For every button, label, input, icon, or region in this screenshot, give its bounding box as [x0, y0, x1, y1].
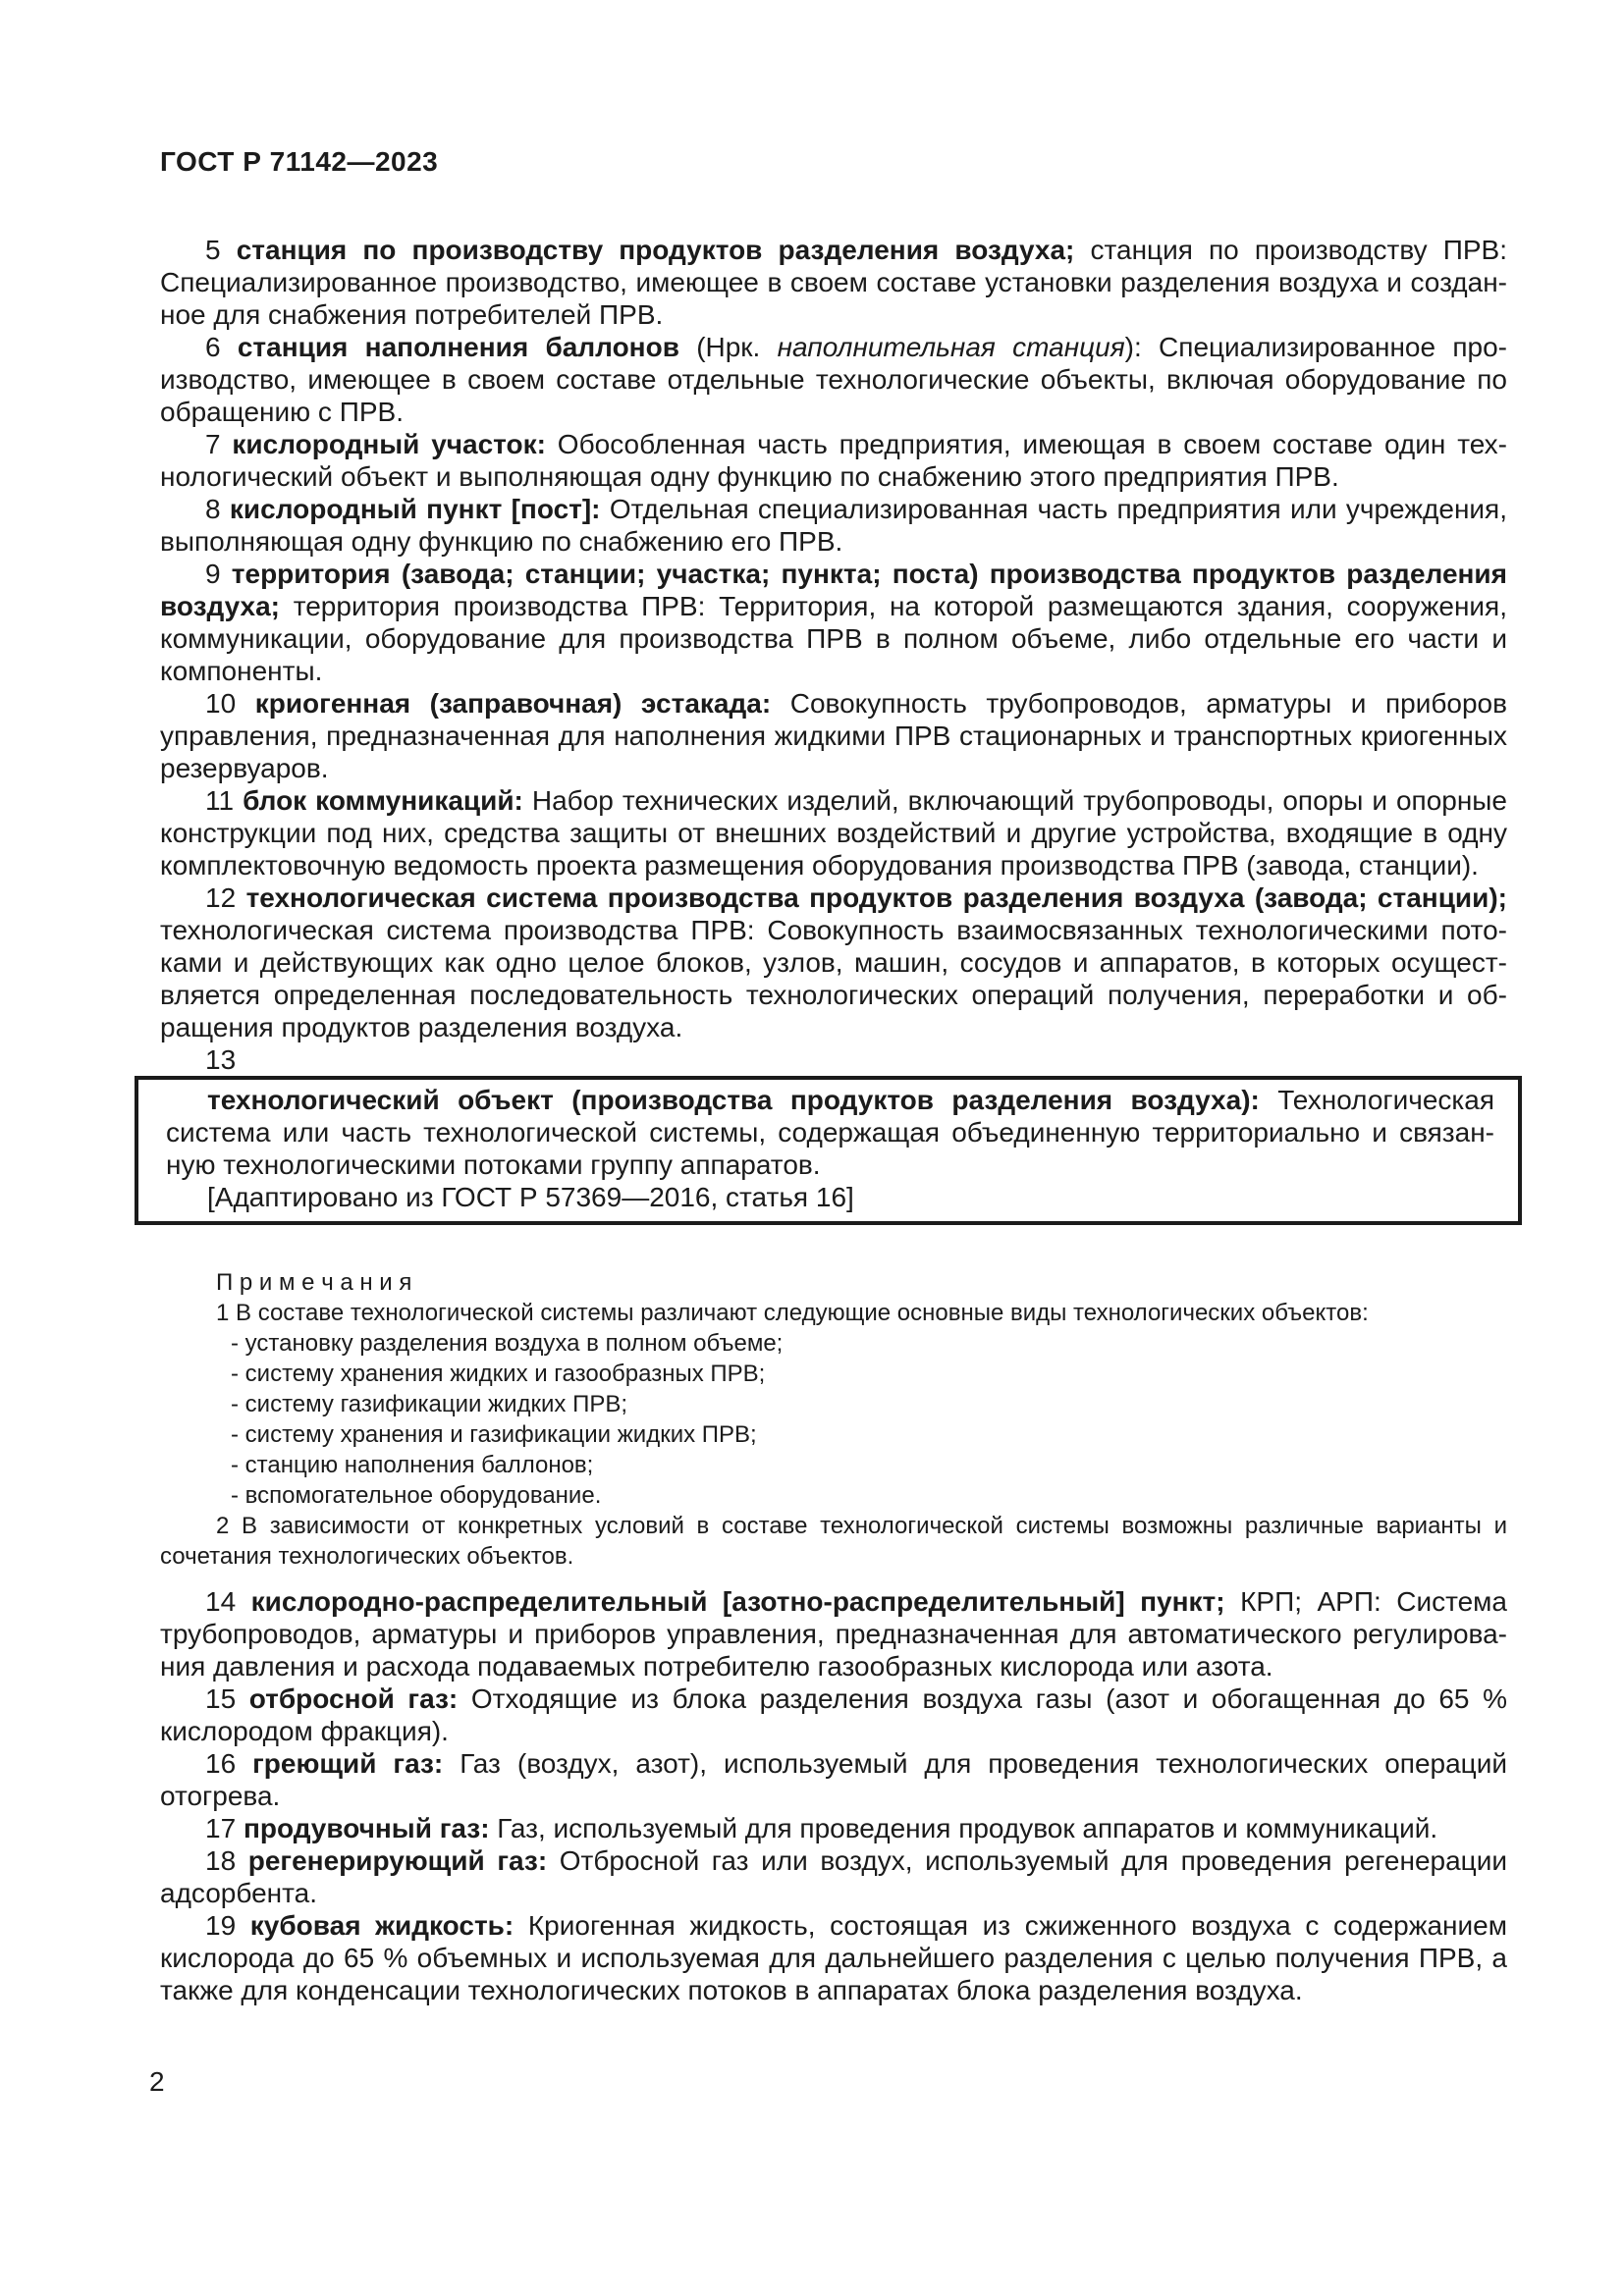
definition-box	[135, 1076, 1522, 1225]
text-segment: Отдельная специализированная часть предприятия или учреждения, выполняющая одну функцию по снабжению его ПРВ.	[160, 494, 1508, 557]
term-8	[160, 493, 1507, 558]
term-10	[160, 687, 1507, 784]
term-12	[160, 881, 1507, 1043]
box-term-definition	[166, 1084, 1494, 1181]
text-segment: (Нрк.	[678, 332, 778, 362]
text-segment: 19	[205, 1910, 250, 1941]
text-segment: 11	[205, 785, 244, 816]
text-segment: блок коммуникаций:	[243, 785, 523, 816]
text-segment: Набор технических изделий, включающий трубопроводы, опоры и опорные конструкции под них, средства защиты от внешних воздействий и другие устройства, входящие в одну комплектовочную ведомость проекта размещения оборудования производства ПРВ (завода, станции).	[160, 785, 1508, 881]
text-segment: технологическая система производства ПРВ: Совокупность взаимосвязанных технологическими потоками и действующих как одно целое блоков, узлов, машин, сосудов и аппаратов, в которых осуществляется определенная последовательность технологических операций получения, переработки и обращения продуктов разделения воздуха.	[160, 915, 1507, 1042]
text-segment: продувочный газ:	[243, 1813, 490, 1843]
text-segment: 17	[205, 1813, 244, 1843]
text-segment: 6	[205, 332, 238, 362]
term-11	[160, 784, 1507, 881]
text-segment: Криогенная жидкость, состоящая из сжиженного воздуха с содержанием кислорода до 65 % объемных и используемая для дальнейшего разделения с целью получения ПРВ, а также для конденсации технологических потоков в аппаратах блока разделения воздуха.	[160, 1910, 1507, 2005]
text-segment: территория производства ПРВ: Территория, на которой размещаются здания, сооружения, коммуникации, оборудование для производства ПРВ в полном объеме, либо отдельные его части и компоненты.	[160, 591, 1507, 686]
text-segment: 5	[205, 235, 237, 265]
text-segment: кислородно-распределительный [азотно-распределительный] пункт;	[250, 1586, 1225, 1617]
text-segment: территория (завода; станции; участка; пункта; поста) производства продуктов разделения воздуха;	[160, 559, 1507, 621]
notes-heading: П р и м е ч а н и я	[216, 1269, 412, 1296]
term-5	[160, 234, 1507, 331]
notes-block	[160, 1267, 1507, 1572]
text-segment: Отходящие из блока разделения воздуха газы (азот и обогащенная до 65 % кислородом фракция).	[160, 1683, 1508, 1746]
text-segment: наполнительная станция	[777, 332, 1125, 362]
term-6	[160, 331, 1507, 428]
note-list-item-5: - станцию наполнения баллонов;	[231, 1452, 594, 1478]
note-1: 1 В составе технологической системы различают следующие основные виды технологических объектов:	[216, 1300, 1369, 1326]
note-list-item-2: - систему хранения жидких и газообразных ПРВ;	[231, 1361, 766, 1387]
text-segment: КРП; АРП: Система трубопроводов, арматуры и приборов управления, предназначенная для автоматического регулирования давления и расхода подаваемых потребителю газообразных кислорода или азота.	[160, 1586, 1508, 1682]
text-segment: регенерирующий газ:	[247, 1845, 548, 1876]
term-13-number: 13	[205, 1044, 237, 1075]
text-segment: 9	[205, 559, 232, 589]
text-segment: технологическая система производства продуктов разделения воздуха (завода; станции);	[245, 882, 1507, 913]
page-number: 2	[149, 2066, 165, 2097]
note-list-item-6: - вспомогательное оборудование.	[231, 1482, 602, 1509]
text-segment: 10	[205, 688, 255, 719]
document-header: ГОСТ Р 71142—2023	[160, 146, 439, 177]
text-segment: станция по производству ПРВ: Специализированное производство, имеющее в своем составе установки разделения воздуха и созданное для снабжения потребителей ПРВ.	[160, 235, 1508, 330]
text-segment: 18	[205, 1845, 248, 1876]
text-segment: 16	[205, 1748, 253, 1779]
text-segment: 7	[205, 429, 233, 459]
text-segment: Технологическая система или часть технологической системы, содержащая объединенную территориально и связанную технологическими потоками группу аппаратов.	[166, 1085, 1495, 1180]
text-segment: криогенная (заправочная) эстакада:	[254, 688, 772, 719]
term-16	[160, 1747, 1507, 1812]
text-segment: 15	[205, 1683, 249, 1714]
document-content	[160, 145, 1507, 2006]
text-segment: кубовая жидкость:	[249, 1910, 514, 1941]
text-segment: греющий газ:	[252, 1748, 444, 1779]
text-segment: Газ, используемый для проведения продувок аппаратов и коммуникаций.	[489, 1813, 1438, 1843]
note-list-item-4: - систему хранения и газификации жидких ПРВ;	[231, 1421, 757, 1448]
text-segment: Совокупность трубопроводов, арматуры и приборов управления, предназначенная для наполнения жидкими ПРВ стационарных и транспортных криогенных резервуаров.	[160, 688, 1507, 783]
text-segment: 12	[205, 882, 246, 913]
term-9	[160, 558, 1507, 687]
term-7	[160, 428, 1507, 493]
text-segment: Обособленная часть предприятия, имеющая в своем составе один технологический объект и выполняющая одну функцию по снабжению этого предприятия ПРВ.	[160, 429, 1507, 492]
text-segment: 14	[205, 1586, 251, 1617]
text-segment: кислородный пункт [пост]:	[229, 494, 601, 524]
term-18	[160, 1844, 1507, 1909]
note-list-item-1: - установку разделения воздуха в полном объеме;	[231, 1330, 784, 1357]
text-segment: отбросной газ:	[248, 1683, 459, 1714]
text-segment: 8	[205, 494, 230, 524]
box-source-reference: [Адаптировано из ГОСТ Р 57369—2016, статья 16]	[207, 1182, 854, 1212]
text-segment: Газ (воздух, азот), используемый для проведения технологических операций отогрева.	[160, 1748, 1507, 1811]
text-segment: кислородный участок:	[232, 429, 546, 459]
text-segment: ): Специализированное производство, имеющее в своем составе отдельные технологические объекты, включая оборудование по обращению с ПРВ.	[160, 332, 1507, 427]
text-segment: Отбросной газ или воздух, используемый для проведения регенерации адсорбента.	[160, 1845, 1507, 1908]
term-19	[160, 1909, 1507, 2006]
term-14	[160, 1585, 1507, 1682]
term-15	[160, 1682, 1507, 1747]
text-segment: станция наполнения баллонов	[237, 332, 679, 362]
note-list-item-3: - систему газификации жидких ПРВ;	[231, 1391, 628, 1417]
note-2: 2 В зависимости от конкретных условий в составе технологической системы возможны различные варианты и сочетания технологических объектов.	[160, 1513, 1507, 1570]
terms-continued	[160, 1585, 1507, 2006]
term-17	[160, 1812, 1507, 1844]
text-segment: станция по производству продуктов разделения воздуха;	[236, 235, 1075, 265]
text-segment: технологический объект (производства продуктов разделения воздуха):	[207, 1085, 1260, 1115]
